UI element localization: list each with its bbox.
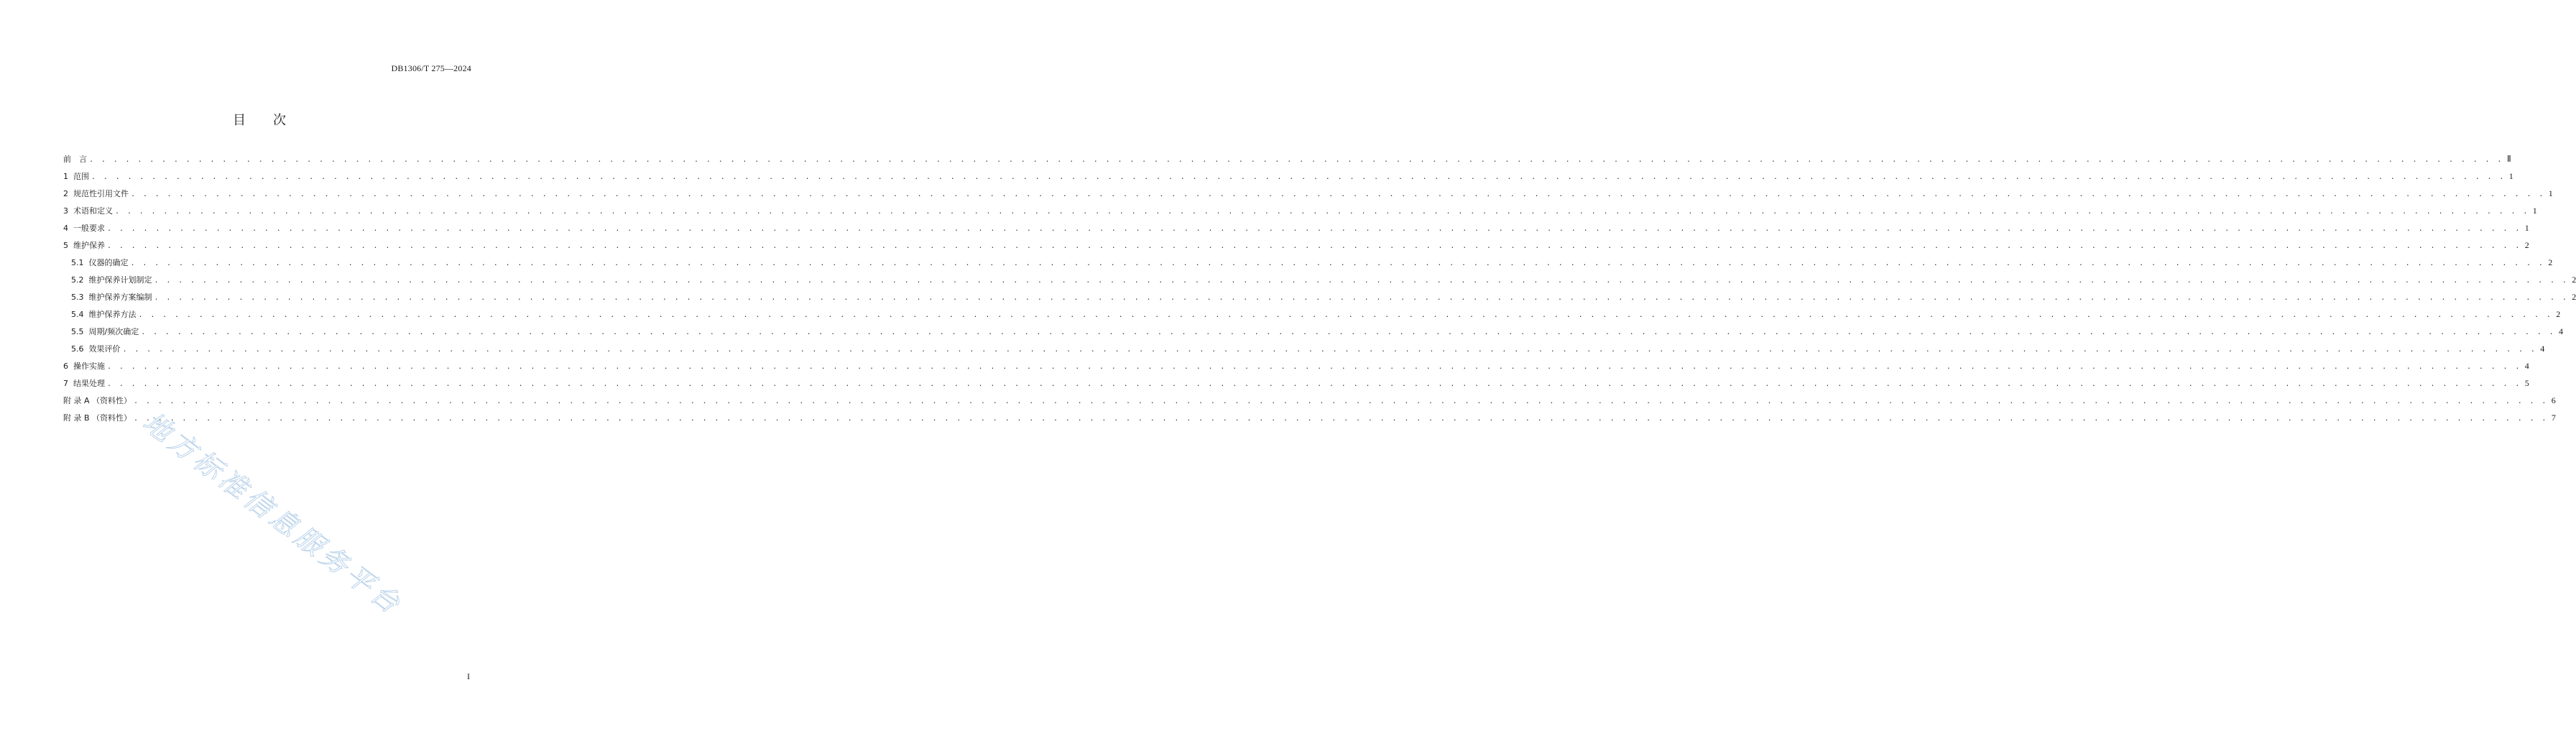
toc-entry-label: 附 录 B （资料性） [63, 413, 132, 423]
toc-leader-dots: . . . . . . . . . . . . . . . . . . . . . . . . . . . . . . . . . . . . . . . . . . . . . . . . . . . . . . . . . . . . . . . . . . . . . . . . . . . . . . . . . . . . . . . . . . . . . . . . . . . . . . . . . . . . . . . . . . . . . . . . . . . . . . . . . . . . . . . . . . . . . . . . . . . . . . . . . . . . . . . . . . . . . . . . . . . . . . . . . . . . . . . . . . . . . . . . . . . . . . . . [107, 380, 2521, 388]
toc-leader-dots: . . . . . . . . . . . . . . . . . . . . . . . . . . . . . . . . . . . . . . . . . . . . . . . . . . . . . . . . . . . . . . . . . . . . . . . . . . . . . . . . . . . . . . . . . . . . . . . . . . . . . . . . . . . . . . . . . . . . . . . . . . . . . . . . . . . . . . . . . . . . . . . . . . . . . . . . . . . . . . . . . . . . . . . . . . . . . . . . . . . . . . . . . . . . . . . . . . . . . . . . [131, 190, 2545, 198]
toc-leader-dots: . . . . . . . . . . . . . . . . . . . . . . . . . . . . . . . . . . . . . . . . . . . . . . . . . . . . . . . . . . . . . . . . . . . . . . . . . . . . . . . . . . . . . . . . . . . . . . . . . . . . . . . . . . . . . . . . . . . . . . . . . . . . . . . . . . . . . . . . . . . . . . . . . . . . . . . . . . . . . . . . . . . . . . . . . . . . . . . . . . . . . . . . . . . . . . . . . . . . . . . . [91, 173, 2506, 181]
toc-entry-page: 4 [2540, 344, 2545, 354]
toc-leader-dots: . . . . . . . . . . . . . . . . . . . . . . . . . . . . . . . . . . . . . . . . . . . . . . . . . . . . . . . . . . . . . . . . . . . . . . . . . . . . . . . . . . . . . . . . . . . . . . . . . . . . . . . . . . . . . . . . . . . . . . . . . . . . . . . . . . . . . . . . . . . . . . . . . . . . . . . . . . . . . . . . . . . . . . . . . . . . . . . . . . . . . . . . . . . . . . . . . . . . . . . . [134, 415, 2548, 423]
toc-leader-dots: . . . . . . . . . . . . . . . . . . . . . . . . . . . . . . . . . . . . . . . . . . . . . . . . . . . . . . . . . . . . . . . . . . . . . . . . . . . . . . . . . . . . . . . . . . . . . . . . . . . . . . . . . . . . . . . . . . . . . . . . . . . . . . . . . . . . . . . . . . . . . . . . . . . . . . . . . . . . . . . . . . . . . . . . . . . . . . . . . . . . . . . . . . . . . . . . . . . . . . . . [138, 311, 2553, 319]
toc-entry[interactable] [63, 305, 2561, 323]
title-part-2: 次 [273, 113, 287, 128]
toc-entry[interactable] [63, 150, 2511, 167]
toc-entry[interactable] [63, 167, 2513, 185]
toc-entry-label: 5.2 维护保养计划制定 [71, 275, 152, 285]
toc-entry-label: 5.1 仪器的确定 [71, 258, 129, 267]
toc-entry[interactable] [63, 288, 2576, 305]
toc-entry-label: 5.3 维护保养方案编制 [71, 293, 152, 302]
toc-leader-dots: . . . . . . . . . . . . . . . . . . . . . . . . . . . . . . . . . . . . . . . . . . . . . . . . . . . . . . . . . . . . . . . . . . . . . . . . . . . . . . . . . . . . . . . . . . . . . . . . . . . . . . . . . . . . . . . . . . . . . . . . . . . . . . . . . . . . . . . . . . . . . . . . . . . . . . . . . . . . . . . . . . . . . . . . . . . . . . . . . . . . . . . . . . . . . . . . . . . . . . . . [107, 225, 2521, 233]
toc-entry-page: 1 [2524, 223, 2529, 233]
toc-leader-dots: . . . . . . . . . . . . . . . . . . . . . . . . . . . . . . . . . . . . . . . . . . . . . . . . . . . . . . . . . . . . . . . . . . . . . . . . . . . . . . . . . . . . . . . . . . . . . . . . . . . . . . . . . . . . . . . . . . . . . . . . . . . . . . . . . . . . . . . . . . . . . . . . . . . . . . . . . . . . . . . . . . . . . . . . . . . . . . . . . . . . . . . . . . . . . . . . . . . . . . . . [107, 363, 2521, 371]
document-code: DB1306/T 275—2024 [391, 63, 471, 73]
toc-entry[interactable] [63, 254, 2553, 271]
toc-entry-page: 7 [2551, 413, 2556, 423]
toc-entry-page: 6 [2551, 395, 2556, 405]
toc-entry-label: 5.5 周期/频次确定 [71, 327, 139, 336]
toc-entry-label: 2 规范性引用文件 [63, 189, 129, 198]
toc-entry[interactable] [63, 271, 2576, 288]
page-title [0, 110, 520, 129]
toc-entry[interactable] [63, 202, 2537, 219]
toc-entry-label: 前 言 [63, 155, 87, 164]
toc-entry-page: 2 [2572, 275, 2576, 285]
watermark: 地方标准信息服务平台 [137, 405, 409, 622]
toc-entry-label: 7 结果处理 [63, 379, 105, 388]
page-number: I [467, 671, 470, 681]
toc-entry-label: 5.4 维护保养方法 [71, 310, 137, 319]
toc-entry-page: 2 [2572, 292, 2576, 302]
toc-leader-dots: . . . . . . . . . . . . . . . . . . . . . . . . . . . . . . . . . . . . . . . . . . . . . . . . . . . . . . . . . . . . . . . . . . . . . . . . . . . . . . . . . . . . . . . . . . . . . . . . . . . . . . . . . . . . . . . . . . . . . . . . . . . . . . . . . . . . . . . . . . . . . . . . . . . . . . . . . . . . . . . . . . . . . . . . . . . . . . . . . . . . . . . . . . . . . . . . . . . . . . . . [89, 156, 2503, 164]
toc-leader-dots: . . . . . . . . . . . . . . . . . . . . . . . . . . . . . . . . . . . . . . . . . . . . . . . . . . . . . . . . . . . . . . . . . . . . . . . . . . . . . . . . . . . . . . . . . . . . . . . . . . . . . . . . . . . . . . . . . . . . . . . . . . . . . . . . . . . . . . . . . . . . . . . . . . . . . . . . . . . . . . . . . . . . . . . . . . . . . . . . . . . . . . . . . . . . . . . . . . . . . . . . [130, 259, 2545, 267]
toc-entry-page: 4 [2524, 361, 2529, 371]
toc-entry[interactable] [63, 409, 2556, 426]
toc-leader-dots: . . . . . . . . . . . . . . . . . . . . . . . . . . . . . . . . . . . . . . . . . . . . . . . . . . . . . . . . . . . . . . . . . . . . . . . . . . . . . . . . . . . . . . . . . . . . . . . . . . . . . . . . . . . . . . . . . . . . . . . . . . . . . . . . . . . . . . . . . . . . . . . . . . . . . . . . . . . . . . . . . . . . . . . . . . . . . . . . . . . . . . . . . . . . . . . . . . . . . . . . [107, 242, 2521, 250]
toc-leader-dots: . . . . . . . . . . . . . . . . . . . . . . . . . . . . . . . . . . . . . . . . . . . . . . . . . . . . . . . . . . . . . . . . . . . . . . . . . . . . . . . . . . . . . . . . . . . . . . . . . . . . . . . . . . . . . . . . . . . . . . . . . . . . . . . . . . . . . . . . . . . . . . . . . . . . . . . . . . . . . . . . . . . . . . . . . . . . . . . . . . . . . . . . . . . . . . . . . . . . . . . . [115, 208, 2529, 216]
toc-entry-page: 4 [2558, 326, 2563, 336]
toc-entry-label: 5 维护保养 [63, 241, 105, 250]
toc-entry-page: 2 [2548, 257, 2553, 267]
toc-entry[interactable] [63, 185, 2553, 202]
toc-leader-dots: . . . . . . . . . . . . . . . . . . . . . . . . . . . . . . . . . . . . . . . . . . . . . . . . . . . . . . . . . . . . . . . . . . . . . . . . . . . . . . . . . . . . . . . . . . . . . . . . . . . . . . . . . . . . . . . . . . . . . . . . . . . . . . . . . . . . . . . . . . . . . . . . . . . . . . . . . . . . . . . . . . . . . . . . . . . . . . . . . . . . . . . . . . . . . . . . . . . . . . . . [154, 294, 2569, 302]
table-of-contents [63, 150, 2576, 426]
toc-leader-dots: . . . . . . . . . . . . . . . . . . . . . . . . . . . . . . . . . . . . . . . . . . . . . . . . . . . . . . . . . . . . . . . . . . . . . . . . . . . . . . . . . . . . . . . . . . . . . . . . . . . . . . . . . . . . . . . . . . . . . . . . . . . . . . . . . . . . . . . . . . . . . . . . . . . . . . . . . . . . . . . . . . . . . . . . . . . . . . . . . . . . . . . . . . . . . . . . . . . . . . . . [122, 346, 2537, 354]
toc-entry-label: 1 范围 [63, 172, 89, 181]
toc-entry-page: 2 [2556, 309, 2561, 319]
toc-leader-dots: . . . . . . . . . . . . . . . . . . . . . . . . . . . . . . . . . . . . . . . . . . . . . . . . . . . . . . . . . . . . . . . . . . . . . . . . . . . . . . . . . . . . . . . . . . . . . . . . . . . . . . . . . . . . . . . . . . . . . . . . . . . . . . . . . . . . . . . . . . . . . . . . . . . . . . . . . . . . . . . . . . . . . . . . . . . . . . . . . . . . . . . . . . . . . . . . . . . . . . . . [134, 397, 2548, 405]
toc-leader-dots: . . . . . . . . . . . . . . . . . . . . . . . . . . . . . . . . . . . . . . . . . . . . . . . . . . . . . . . . . . . . . . . . . . . . . . . . . . . . . . . . . . . . . . . . . . . . . . . . . . . . . . . . . . . . . . . . . . . . . . . . . . . . . . . . . . . . . . . . . . . . . . . . . . . . . . . . . . . . . . . . . . . . . . . . . . . . . . . . . . . . . . . . . . . . . . . . . . . . . . . . [141, 328, 2555, 336]
toc-entry-label: 6 操作实施 [63, 362, 105, 371]
toc-entry-label: 4 一般要求 [63, 224, 105, 233]
toc-entry[interactable] [63, 392, 2556, 409]
toc-entry-page: 2 [2524, 240, 2529, 250]
toc-entry[interactable] [63, 219, 2529, 236]
toc-entry[interactable] [63, 357, 2529, 374]
toc-entry-label: 5.6 效果评价 [71, 344, 121, 354]
toc-leader-dots: . . . . . . . . . . . . . . . . . . . . . . . . . . . . . . . . . . . . . . . . . . . . . . . . . . . . . . . . . . . . . . . . . . . . . . . . . . . . . . . . . . . . . . . . . . . . . . . . . . . . . . . . . . . . . . . . . . . . . . . . . . . . . . . . . . . . . . . . . . . . . . . . . . . . . . . . . . . . . . . . . . . . . . . . . . . . . . . . . . . . . . . . . . . . . . . . . . . . . . . . [154, 277, 2569, 285]
toc-entry-page: Ⅱ [2506, 154, 2511, 164]
toc-entry-page: 1 [2548, 188, 2553, 198]
toc-entry[interactable] [63, 340, 2545, 357]
toc-entry[interactable] [63, 323, 2563, 340]
toc-entry-label: 3 术语和定义 [63, 206, 113, 216]
toc-entry[interactable] [63, 374, 2529, 392]
toc-entry-page: 1 [2508, 171, 2513, 181]
toc-entry-page: 5 [2524, 378, 2529, 388]
title-part-1: 目 [233, 113, 247, 128]
toc-entry-page: 1 [2532, 206, 2537, 216]
toc-entry[interactable] [63, 236, 2529, 254]
toc-entry-label: 附 录 A （资料性） [63, 396, 132, 405]
